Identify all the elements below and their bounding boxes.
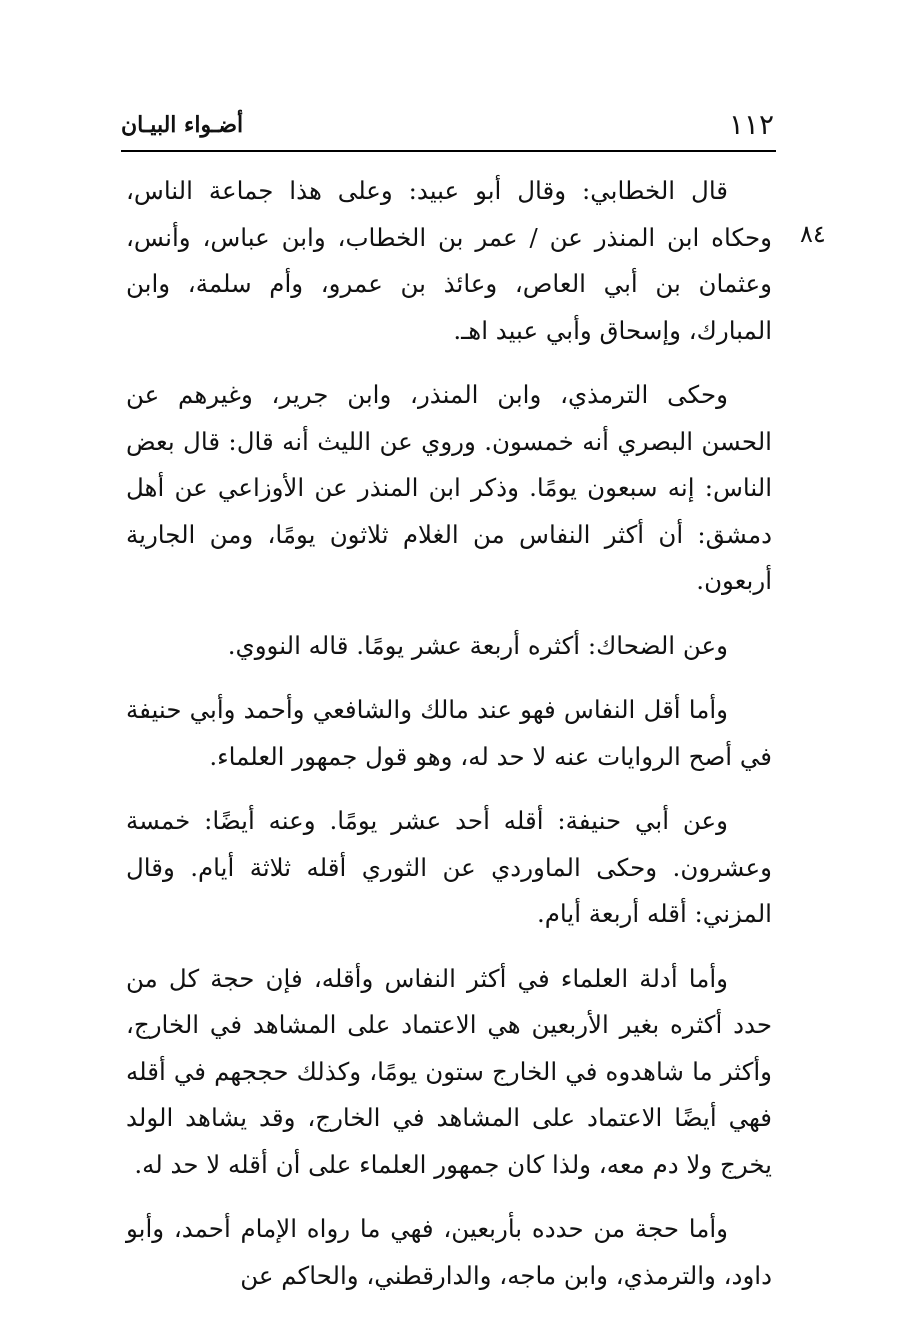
- paragraph: وأما حجة من حدده بأربعين، فهي ما رواه الإمام أحمد، وأبو داود، والترمذي، وابن ماجه، والدارقطني، والحاكم عن: [126, 1214, 772, 1290]
- running-title: أضـواء البيـان: [121, 112, 244, 138]
- page-header: [121, 106, 776, 152]
- paragraph: قال الخطابي: وقال أبو عبيد: وعلى هذا جماعة الناس، وحكاه ابن المنذر عن / عمر بن الخطاب، وابن عباس، وأنس، وعثمان بن أبي العاص، وعائذ بن عمرو، وأم سلمة، وابن المبارك، وإسحاق وأبي عبيد اهـ.: [126, 176, 772, 345]
- paragraph: وأما أدلة العلماء في أكثر النفاس وأقله، فإن حجة كل من حدد أكثره بغير الأربعين هي الاعتماد على المشاهد في الخارج، وأكثر ما شاهدوه في الخارج ستون يومًا، وكذلك حججهم في أقله فهي أيضًا الاعتماد على المشاهد في الخارج، وقد يشاهد الولد يخرج ولا دم معه، ولذا كان جمهور العلماء على أن أقله لا حد له.: [126, 963, 772, 1179]
- paragraph: وعن الضحاك: أكثره أربعة عشر يومًا. قاله النووي.: [227, 630, 728, 660]
- body-text: [126, 168, 772, 1317]
- paragraph: وحكى الترمذي، وابن المنذر، وابن جرير، وغيرهم عن الحسن البصري أنه خمسون. وروي عن الليث أنه قال: قال بعض الناس: إنه سبعون يومًا. وذكر ابن المنذر عن الأوزاعي عن أهل دمشق: أن أكثر النفاس من الغلام ثلاثون يومًا، ومن الجارية أربعون.: [126, 380, 772, 595]
- paragraph: وعن أبي حنيفة: أقله أحد عشر يومًا. وعنه أيضًا: خمسة وعشرون. وحكى الماوردي عن الثوري أقله ثلاثة أيام. وقال المزني: أقله أربعة أيام.: [126, 806, 772, 928]
- paragraph: وأما أقل النفاس فهو عند مالك والشافعي وأحمد وأبي حنيفة في أصح الروايات عنه لا حد له، وهو قول جمهور العلماء.: [126, 695, 772, 771]
- page-number: ١١٢: [728, 108, 774, 141]
- margin-page-marker: ٨٤: [800, 220, 826, 248]
